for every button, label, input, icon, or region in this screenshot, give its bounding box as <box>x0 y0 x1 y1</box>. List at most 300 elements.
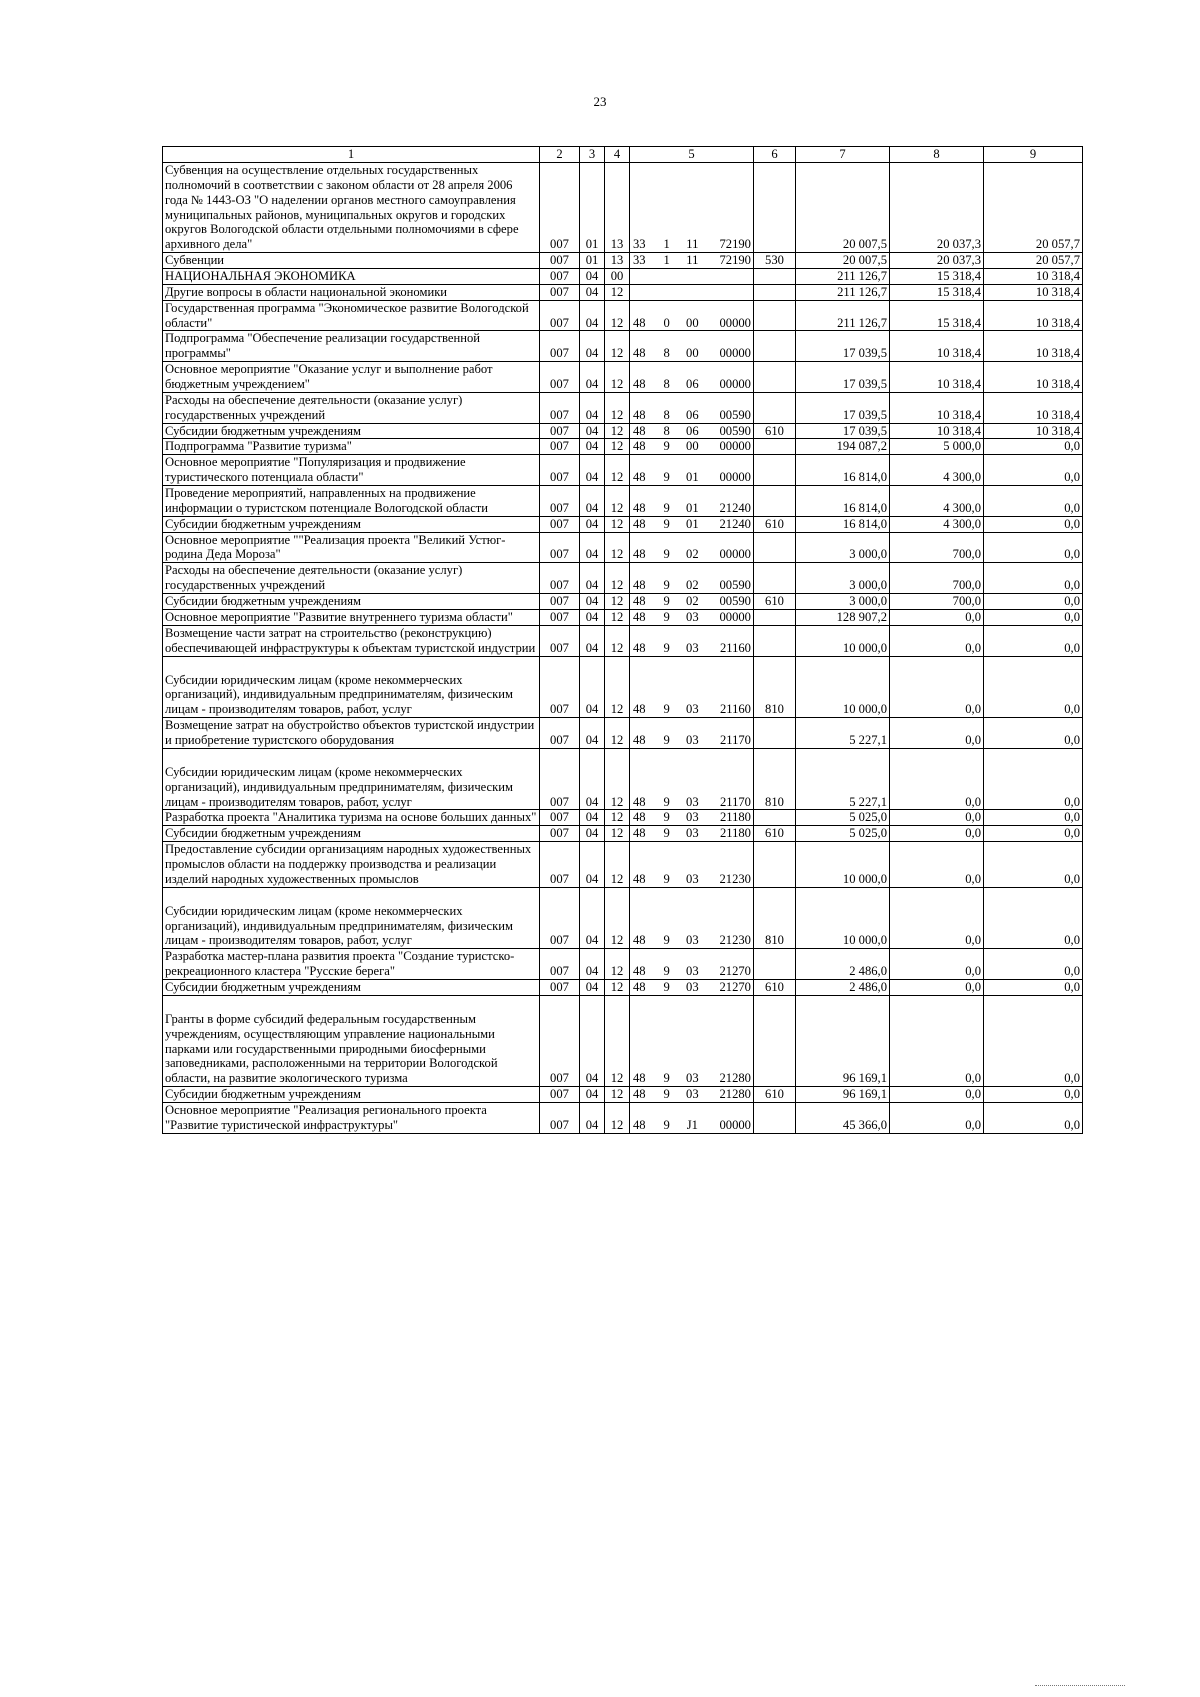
csr-part: 48 <box>633 594 646 609</box>
row-value-col7: 5 227,1 <box>796 748 890 810</box>
row-vr: 610 <box>754 516 796 532</box>
row-name: Субсидии бюджетным учреждениям <box>163 979 540 995</box>
csr-part: 01 <box>686 470 699 485</box>
csr-part: 11 <box>686 253 699 268</box>
row-value-col7: 10 000,0 <box>796 887 890 949</box>
row-ved: 007 <box>540 516 580 532</box>
row-name: Субсидии юридическим лицам (кроме некоммерческих организаций), индивидуальным предпринимателям, физическим лицам - производителям товаров, работ, услуг <box>163 887 540 949</box>
row-ved: 007 <box>540 949 580 980</box>
csr-part: 48 <box>633 964 646 979</box>
csr-part: 9 <box>663 594 670 609</box>
row-ved: 007 <box>540 269 580 285</box>
row-rz: 04 <box>580 392 605 423</box>
csr-part: 48 <box>633 871 646 886</box>
row-vr: 810 <box>754 656 796 718</box>
row-value-col9: 0,0 <box>984 656 1083 718</box>
csr-part: 8 <box>663 346 670 361</box>
row-value-col9: 0,0 <box>984 826 1083 842</box>
row-value-col8: 10 318,4 <box>890 362 984 393</box>
row-value-col8: 0,0 <box>890 979 984 995</box>
page-number: 23 <box>593 94 607 109</box>
row-value-col9: 10 318,4 <box>984 331 1083 362</box>
row-rz: 04 <box>580 300 605 331</box>
row-csr <box>630 979 754 995</box>
row-rz: 04 <box>580 455 605 486</box>
table-row <box>163 439 1083 455</box>
csr-part: 48 <box>633 377 646 392</box>
row-vr <box>754 284 796 300</box>
row-vr <box>754 163 796 253</box>
row-value-col9: 0,0 <box>984 887 1083 949</box>
csr-part: 48 <box>633 702 646 717</box>
row-value-col9: 10 318,4 <box>984 362 1083 393</box>
row-ved: 007 <box>540 532 580 563</box>
row-value-col8: 0,0 <box>890 1087 984 1103</box>
row-vr <box>754 563 796 594</box>
row-pr: 12 <box>605 625 630 656</box>
row-csr <box>630 486 754 517</box>
row-vr <box>754 609 796 625</box>
row-value-col7: 3 000,0 <box>796 532 890 563</box>
row-vr: 610 <box>754 979 796 995</box>
row-vr <box>754 455 796 486</box>
csr-part: 33 <box>633 237 646 252</box>
row-rz: 04 <box>580 563 605 594</box>
row-pr: 12 <box>605 995 630 1086</box>
row-value-col9: 0,0 <box>984 439 1083 455</box>
budget-table <box>162 146 1083 1134</box>
row-name: Основное мероприятие "Развитие внутреннего туризма области" <box>163 609 540 625</box>
row-pr: 12 <box>605 1102 630 1133</box>
scan-artifact <box>1035 1685 1125 1692</box>
row-pr: 00 <box>605 269 630 285</box>
row-value-col8: 0,0 <box>890 995 984 1086</box>
row-value-col7: 20 007,5 <box>796 163 890 253</box>
row-csr <box>630 362 754 393</box>
row-csr <box>630 516 754 532</box>
row-csr <box>630 1102 754 1133</box>
row-rz: 04 <box>580 284 605 300</box>
row-pr: 12 <box>605 1087 630 1103</box>
row-rz: 04 <box>580 1087 605 1103</box>
row-value-col9: 0,0 <box>984 995 1083 1086</box>
row-value-col9: 10 318,4 <box>984 392 1083 423</box>
row-name: Другие вопросы в области национальной экономики <box>163 284 540 300</box>
row-name: Государственная программа "Экономическое развитие Вологодской области" <box>163 300 540 331</box>
row-pr: 12 <box>605 392 630 423</box>
row-ved: 007 <box>540 609 580 625</box>
row-value-col7: 211 126,7 <box>796 269 890 285</box>
row-rz: 04 <box>580 486 605 517</box>
row-rz: 04 <box>580 887 605 949</box>
row-rz: 04 <box>580 810 605 826</box>
csr-part: 9 <box>663 979 670 994</box>
row-vr: 810 <box>754 887 796 949</box>
row-name: Расходы на обеспечение деятельности (оказание услуг) государственных учреждений <box>163 392 540 423</box>
csr-part: 00 <box>686 439 699 454</box>
row-name: Субсидии бюджетным учреждениям <box>163 594 540 610</box>
csr-part: 21240 <box>719 516 751 531</box>
table-row <box>163 362 1083 393</box>
row-rz: 04 <box>580 979 605 995</box>
row-ved: 007 <box>540 1102 580 1133</box>
csr-part: 48 <box>633 578 646 593</box>
row-value-col9: 0,0 <box>984 949 1083 980</box>
row-value-col8: 4 300,0 <box>890 516 984 532</box>
row-vr <box>754 810 796 826</box>
csr-part: 8 <box>663 377 670 392</box>
table-row <box>163 609 1083 625</box>
csr-part: 00000 <box>719 377 751 392</box>
row-value-col9: 0,0 <box>984 1102 1083 1133</box>
csr-part: 02 <box>686 594 699 609</box>
row-value-col9: 0,0 <box>984 625 1083 656</box>
row-name: Основное мероприятие "Оказание услуг и выполнение работ бюджетным учреждением" <box>163 362 540 393</box>
csr-part: 21270 <box>719 979 751 994</box>
row-csr <box>630 625 754 656</box>
column-number: 9 <box>984 147 1083 163</box>
row-pr: 12 <box>605 748 630 810</box>
row-value-col7: 2 486,0 <box>796 949 890 980</box>
table-row <box>163 253 1083 269</box>
csr-part: 21160 <box>719 702 751 717</box>
row-value-col7: 45 366,0 <box>796 1102 890 1133</box>
table-row <box>163 455 1083 486</box>
row-value-col8: 700,0 <box>890 594 984 610</box>
row-vr <box>754 269 796 285</box>
csr-part: 48 <box>633 407 646 422</box>
csr-part: 48 <box>633 826 646 841</box>
row-value-col7: 10 000,0 <box>796 656 890 718</box>
row-value-col8: 10 318,4 <box>890 331 984 362</box>
row-vr: 610 <box>754 826 796 842</box>
csr-part: 9 <box>663 439 670 454</box>
csr-part: 03 <box>686 1071 699 1086</box>
csr-part: 72190 <box>719 253 751 268</box>
row-name: Субсидии бюджетным учреждениям <box>163 516 540 532</box>
row-ved: 007 <box>540 284 580 300</box>
row-value-col9: 0,0 <box>984 810 1083 826</box>
csr-part: 48 <box>633 933 646 948</box>
row-vr <box>754 300 796 331</box>
row-rz: 04 <box>580 949 605 980</box>
row-ved: 007 <box>540 995 580 1086</box>
row-vr <box>754 486 796 517</box>
row-value-col9: 0,0 <box>984 979 1083 995</box>
column-number: 1 <box>163 147 540 163</box>
row-ved: 007 <box>540 455 580 486</box>
csr-part: 9 <box>663 578 670 593</box>
row-ved: 007 <box>540 163 580 253</box>
row-value-col9: 0,0 <box>984 563 1083 594</box>
row-ved: 007 <box>540 979 580 995</box>
row-pr: 12 <box>605 949 630 980</box>
row-vr <box>754 949 796 980</box>
csr-part: 33 <box>633 253 646 268</box>
csr-part: 06 <box>686 377 699 392</box>
row-ved: 007 <box>540 362 580 393</box>
row-value-col8: 0,0 <box>890 748 984 810</box>
row-ved: 007 <box>540 439 580 455</box>
row-name: Разработка проекта "Аналитика туризма на основе больших данных" <box>163 810 540 826</box>
row-pr: 12 <box>605 979 630 995</box>
csr-part: 11 <box>686 237 699 252</box>
csr-part: 03 <box>686 933 699 948</box>
table-row <box>163 331 1083 362</box>
csr-part: 00590 <box>719 594 751 609</box>
csr-part: 48 <box>633 516 646 531</box>
csr-part: 03 <box>686 702 699 717</box>
csr-part: 02 <box>686 547 699 562</box>
csr-part: 21230 <box>719 933 751 948</box>
row-value-col8: 700,0 <box>890 563 984 594</box>
row-pr: 12 <box>605 516 630 532</box>
row-vr: 610 <box>754 594 796 610</box>
row-rz: 04 <box>580 656 605 718</box>
row-csr <box>630 594 754 610</box>
csr-part: 48 <box>633 979 646 994</box>
row-value-col9: 10 318,4 <box>984 423 1083 439</box>
row-name: Субвенция на осуществление отдельных государственных полномочий в соответствии с законом области от 28 апреля 2006 года № 1443-ОЗ "О наделении органов местного самоуправления муниципальных районов, муниципальных округов и городских округов Вологодской области отдельными полномочиями в сфере архивного дела" <box>163 163 540 253</box>
row-value-col8: 0,0 <box>890 826 984 842</box>
csr-part: J1 <box>686 1117 698 1132</box>
row-value-col7: 17 039,5 <box>796 362 890 393</box>
row-rz: 04 <box>580 516 605 532</box>
row-rz: 04 <box>580 826 605 842</box>
csr-part: 9 <box>663 1087 670 1102</box>
row-value-col9: 0,0 <box>984 532 1083 563</box>
csr-part: 00 <box>686 346 699 361</box>
csr-part: 48 <box>633 423 646 438</box>
row-rz: 01 <box>580 163 605 253</box>
csr-part: 03 <box>686 609 699 624</box>
row-value-col7: 5 025,0 <box>796 810 890 826</box>
row-ved: 007 <box>540 300 580 331</box>
csr-part: 00590 <box>719 423 751 438</box>
table-row <box>163 810 1083 826</box>
row-value-col7: 16 814,0 <box>796 516 890 532</box>
csr-part: 00000 <box>719 346 751 361</box>
row-value-col8: 0,0 <box>890 1102 984 1133</box>
csr-part: 9 <box>663 702 670 717</box>
row-name: НАЦИОНАЛЬНАЯ ЭКОНОМИКА <box>163 269 540 285</box>
row-value-col8: 0,0 <box>890 810 984 826</box>
row-name: Возмещение затрат на обустройство объектов туристской индустрии и приобретение туристского оборудования <box>163 718 540 749</box>
row-csr <box>630 253 754 269</box>
csr-part: 9 <box>663 516 670 531</box>
row-value-col7: 17 039,5 <box>796 423 890 439</box>
csr-part: 9 <box>663 470 670 485</box>
row-csr <box>630 842 754 888</box>
table-row <box>163 887 1083 949</box>
row-value-col7: 17 039,5 <box>796 331 890 362</box>
column-number-row <box>163 147 1083 163</box>
row-csr <box>630 269 754 285</box>
table-row <box>163 423 1083 439</box>
row-pr: 12 <box>605 563 630 594</box>
row-value-col8: 0,0 <box>890 718 984 749</box>
table-row <box>163 516 1083 532</box>
row-pr: 12 <box>605 455 630 486</box>
row-value-col7: 211 126,7 <box>796 284 890 300</box>
csr-part: 9 <box>663 609 670 624</box>
row-name: Субсидии юридическим лицам (кроме некоммерческих организаций), индивидуальным предпринимателям, физическим лицам - производителям товаров, работ, услуг <box>163 656 540 718</box>
csr-part: 21170 <box>719 794 751 809</box>
csr-part: 48 <box>633 547 646 562</box>
row-vr <box>754 439 796 455</box>
row-pr: 12 <box>605 284 630 300</box>
column-number: 5 <box>630 147 754 163</box>
row-name: Проведение мероприятий, направленных на продвижение информации о туристском потенциале Вологодской области <box>163 486 540 517</box>
row-pr: 12 <box>605 362 630 393</box>
row-value-col8: 10 318,4 <box>890 423 984 439</box>
csr-part: 9 <box>663 794 670 809</box>
csr-part: 9 <box>663 964 670 979</box>
row-value-col7: 10 000,0 <box>796 842 890 888</box>
row-value-col9: 0,0 <box>984 718 1083 749</box>
row-name: Основное мероприятие "Популяризация и продвижение туристического потенциала области" <box>163 455 540 486</box>
table-row <box>163 392 1083 423</box>
csr-part: 02 <box>686 578 699 593</box>
row-name: Субсидии бюджетным учреждениям <box>163 423 540 439</box>
row-value-col8: 4 300,0 <box>890 486 984 517</box>
row-name: Разработка мастер-плана развития проекта "Создание туристско-рекреационного кластера "Русские берега" <box>163 949 540 980</box>
row-rz: 04 <box>580 842 605 888</box>
csr-part: 9 <box>663 547 670 562</box>
row-pr: 12 <box>605 718 630 749</box>
row-name: Основное мероприятие "Реализация регионального проекта "Развитие туристической инфраструктуры" <box>163 1102 540 1133</box>
row-pr: 12 <box>605 331 630 362</box>
row-value-col9: 0,0 <box>984 486 1083 517</box>
csr-part: 00000 <box>719 1117 751 1132</box>
row-csr <box>630 392 754 423</box>
csr-part: 21230 <box>719 871 751 886</box>
csr-part: 9 <box>663 732 670 747</box>
row-ved: 007 <box>540 826 580 842</box>
row-rz: 04 <box>580 269 605 285</box>
row-vr: 810 <box>754 748 796 810</box>
csr-part: 21180 <box>719 826 751 841</box>
table-row <box>163 563 1083 594</box>
row-value-col8: 10 318,4 <box>890 392 984 423</box>
row-pr: 12 <box>605 656 630 718</box>
row-rz: 04 <box>580 594 605 610</box>
csr-part: 21160 <box>719 640 751 655</box>
row-csr <box>630 331 754 362</box>
row-pr: 12 <box>605 486 630 517</box>
row-value-col8: 15 318,4 <box>890 300 984 331</box>
row-rz: 04 <box>580 532 605 563</box>
csr-part: 72190 <box>719 237 751 252</box>
column-number: 7 <box>796 147 890 163</box>
csr-part: 21240 <box>719 500 751 515</box>
row-ved: 007 <box>540 392 580 423</box>
row-value-col9: 0,0 <box>984 455 1083 486</box>
csr-part: 9 <box>663 826 670 841</box>
csr-part: 21170 <box>719 732 751 747</box>
csr-part: 48 <box>633 470 646 485</box>
row-pr: 12 <box>605 594 630 610</box>
row-name: Субсидии юридическим лицам (кроме некоммерческих организаций), индивидуальным предпринимателям, физическим лицам - производителям товаров, работ, услуг <box>163 748 540 810</box>
csr-part: 03 <box>686 1087 699 1102</box>
row-ved: 007 <box>540 842 580 888</box>
csr-part: 21270 <box>719 964 751 979</box>
row-value-col8: 0,0 <box>890 625 984 656</box>
row-csr <box>630 1087 754 1103</box>
row-rz: 04 <box>580 439 605 455</box>
row-vr <box>754 532 796 563</box>
row-value-col8: 5 000,0 <box>890 439 984 455</box>
row-name: Основное мероприятие ""Реализация проекта "Великий Устюг-родина Деда Мороза" <box>163 532 540 563</box>
row-value-col7: 10 000,0 <box>796 625 890 656</box>
csr-part: 21280 <box>719 1071 751 1086</box>
row-pr: 13 <box>605 163 630 253</box>
row-value-col7: 128 907,2 <box>796 609 890 625</box>
csr-part: 48 <box>633 640 646 655</box>
row-value-col7: 16 814,0 <box>796 486 890 517</box>
csr-part: 48 <box>633 1117 646 1132</box>
row-value-col8: 15 318,4 <box>890 284 984 300</box>
csr-part: 01 <box>686 516 699 531</box>
csr-part: 9 <box>663 871 670 886</box>
row-ved: 007 <box>540 423 580 439</box>
row-ved: 007 <box>540 486 580 517</box>
row-value-col8: 700,0 <box>890 532 984 563</box>
row-ved: 007 <box>540 887 580 949</box>
row-ved: 007 <box>540 656 580 718</box>
row-rz: 04 <box>580 718 605 749</box>
csr-part: 01 <box>686 500 699 515</box>
row-value-col7: 3 000,0 <box>796 594 890 610</box>
csr-part: 00000 <box>719 609 751 624</box>
row-pr: 12 <box>605 532 630 563</box>
row-name: Субсидии бюджетным учреждениям <box>163 1087 540 1103</box>
csr-part: 03 <box>686 810 699 825</box>
column-number: 8 <box>890 147 984 163</box>
row-rz: 04 <box>580 331 605 362</box>
csr-part: 03 <box>686 826 699 841</box>
row-vr <box>754 362 796 393</box>
csr-part: 48 <box>633 315 646 330</box>
row-name: Расходы на обеспечение деятельности (оказание услуг) государственных учреждений <box>163 563 540 594</box>
csr-part: 1 <box>663 237 670 252</box>
csr-part: 48 <box>633 439 646 454</box>
csr-part: 48 <box>633 732 646 747</box>
table-row <box>163 594 1083 610</box>
row-value-col7: 5 227,1 <box>796 718 890 749</box>
row-pr: 12 <box>605 842 630 888</box>
row-ved: 007 <box>540 625 580 656</box>
csr-part: 9 <box>663 1071 670 1086</box>
table-row <box>163 1087 1083 1103</box>
row-csr <box>630 949 754 980</box>
row-csr <box>630 718 754 749</box>
row-value-col7: 194 087,2 <box>796 439 890 455</box>
table-row <box>163 269 1083 285</box>
column-number: 6 <box>754 147 796 163</box>
row-value-col7: 211 126,7 <box>796 300 890 331</box>
row-pr: 12 <box>605 300 630 331</box>
csr-part: 03 <box>686 794 699 809</box>
csr-part: 9 <box>663 1117 670 1132</box>
row-value-col8: 0,0 <box>890 949 984 980</box>
row-value-col9: 0,0 <box>984 1087 1083 1103</box>
row-rz: 04 <box>580 748 605 810</box>
row-csr <box>630 563 754 594</box>
table-row <box>163 949 1083 980</box>
row-csr <box>630 995 754 1086</box>
row-value-col9: 20 057,7 <box>984 163 1083 253</box>
